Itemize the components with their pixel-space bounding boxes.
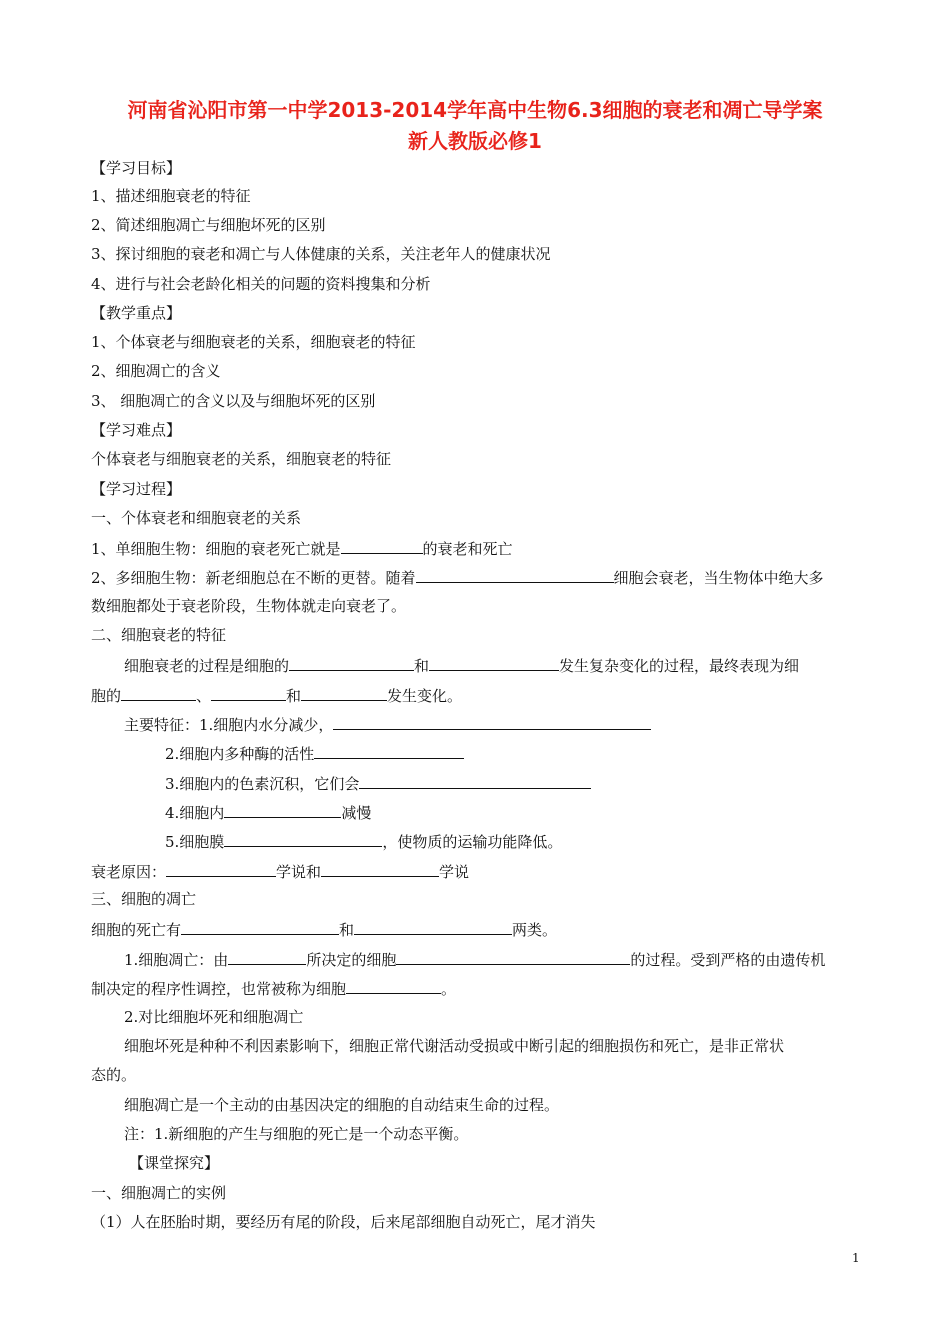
focus-item: 3、 细胞凋亡的含义以及与细胞坏死的区别: [91, 392, 376, 410]
fill-in-line: 4.细胞内 减慢: [165, 801, 371, 823]
paragraph-line: 2.对比细胞坏死和细胞凋亡: [124, 1008, 304, 1026]
answer-blank: [121, 684, 196, 701]
goal-item: 2、简述细胞凋亡与细胞坏死的区别: [91, 216, 326, 234]
fill-in-line: 胞的 、 和 发生变化。: [91, 684, 462, 706]
answer-blank: [359, 772, 591, 789]
fill-in-line: 主要特征：1.细胞内水分减少，: [124, 713, 651, 735]
paragraph-line: 数细胞都处于衰老阶段，生物体就走向衰老了。: [91, 597, 407, 615]
fill-in-line: 细胞的死亡有 和 两类。: [91, 918, 557, 940]
difficulty-text: 个体衰老与细胞衰老的关系，细胞衰老的特征: [91, 450, 392, 468]
fill-in-line: 衰老原因： 学说和 学说: [91, 860, 469, 882]
answer-blank: [341, 537, 423, 554]
answer-blank: [321, 860, 439, 877]
goal-item: 4、进行与社会老龄化相关的问题的资料搜集和分析: [91, 275, 431, 293]
document-title-line2: 新人教版必修1: [408, 129, 542, 153]
section-heading-focus: 【教学重点】: [91, 304, 182, 322]
fill-in-line: 3.细胞内的色素沉积，它们会: [165, 772, 591, 794]
answer-blank: [166, 860, 276, 877]
section-heading-goals: 【学习目标】: [91, 159, 182, 177]
section-heading-process: 【学习过程】: [91, 480, 182, 498]
subsection-title: 一、细胞凋亡的实例: [91, 1184, 227, 1202]
fill-in-line: 1、单细胞生物：细胞的衰老死亡就是 的衰老和死亡: [91, 537, 513, 559]
focus-item: 2、细胞凋亡的含义: [91, 362, 221, 380]
section-heading-difficulty: 【学习难点】: [91, 421, 182, 439]
answer-blank: [301, 684, 387, 701]
subsection-title: 一、个体衰老和细胞衰老的关系: [91, 509, 302, 527]
answer-blank: [346, 977, 441, 994]
fill-in-line: 细胞衰老的过程是细胞的 和 发生复杂变化的过程，最终表现为细: [124, 654, 799, 676]
answer-blank: [354, 918, 512, 935]
focus-item: 1、个体衰老与细胞衰老的关系，细胞衰老的特征: [91, 333, 416, 351]
fill-in-line: 2.细胞内多种酶的活性: [165, 742, 464, 764]
paragraph-line: 细胞坏死是种种不利因素影响下，细胞正常代谢活动受损或中断引起的细胞损伤和死亡，是非正常状: [124, 1037, 785, 1055]
answer-blank: [228, 948, 306, 965]
page-number: 1: [852, 1251, 860, 1265]
document-title-line1: 河南省沁阳市第一中学2013-2014学年高中生物6.3细胞的衰老和凋亡导学案: [127, 98, 823, 122]
paragraph-line: 态的。: [91, 1066, 137, 1084]
section-heading-explore: 【课堂探究】: [129, 1154, 220, 1172]
answer-blank: [211, 684, 286, 701]
answer-blank: [416, 566, 614, 583]
answer-blank: [333, 713, 651, 730]
goal-item: 1、描述细胞衰老的特征: [91, 187, 251, 205]
answer-blank: [224, 801, 341, 818]
fill-in-line: 2、多细胞生物：新老细胞总在不断的更替。随着 细胞会衰老，当生物体中绝大多: [91, 566, 824, 588]
paragraph-line: 细胞凋亡是一个主动的由基因决定的细胞的自动结束生命的过程。: [124, 1096, 560, 1114]
fill-in-line: 1.细胞凋亡：由 所决定的细胞 的过程。受到严格的由遗传机: [124, 948, 825, 970]
answer-blank: [224, 830, 382, 847]
answer-blank: [396, 948, 630, 965]
answer-blank: [289, 654, 414, 671]
example-line: （1）人在胚胎时期，要经历有尾的阶段，后来尾部细胞自动死亡，尾才消失: [91, 1213, 596, 1231]
subsection-title: 二、细胞衰老的特征: [91, 626, 227, 644]
answer-blank: [314, 742, 464, 759]
fill-in-line: 制决定的程序性调控，也常被称为细胞 。: [91, 977, 456, 999]
answer-blank: [181, 918, 339, 935]
fill-in-line: 5.细胞膜 ，使物质的运输功能降低。: [165, 830, 562, 852]
goal-item: 3、探讨细胞的衰老和凋亡与人体健康的关系，关注老年人的健康状况: [91, 245, 551, 263]
subsection-title: 三、细胞的凋亡: [91, 890, 197, 908]
answer-blank: [429, 654, 559, 671]
note-line: 注：1.新细胞的产生与细胞的死亡是一个动态平衡。: [124, 1125, 469, 1143]
